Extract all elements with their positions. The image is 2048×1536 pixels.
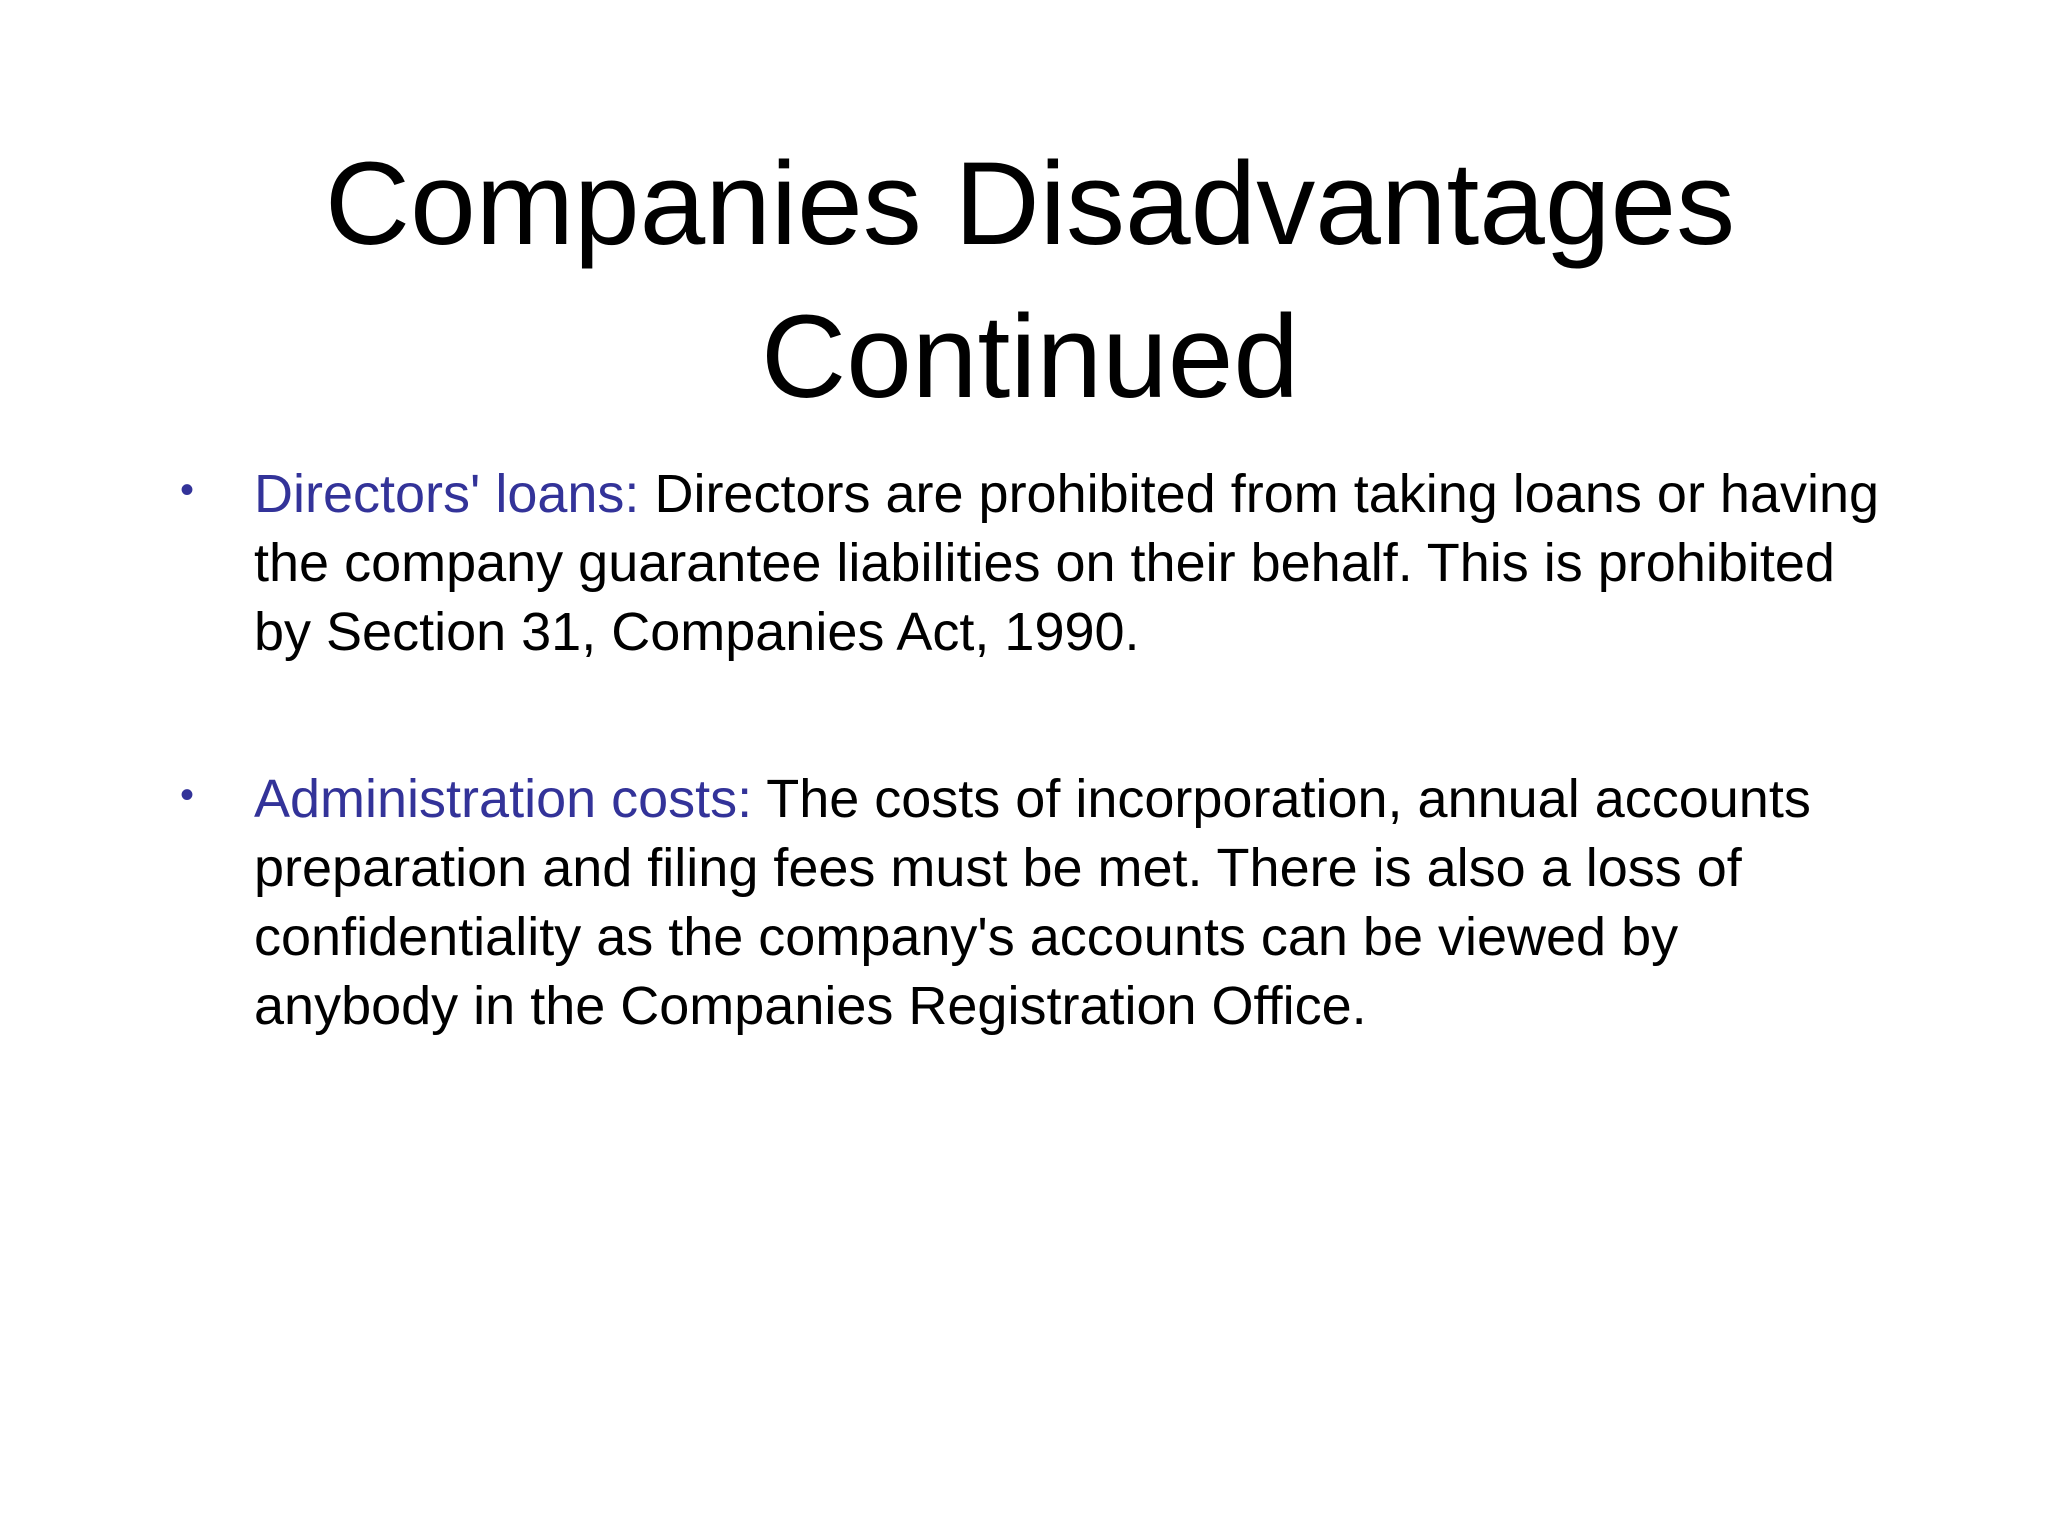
slide-title: [180, 128, 1880, 434]
slide-title-line2: Continued: [761, 291, 1299, 423]
bullet-dot-icon: •: [180, 773, 195, 817]
bullet-item-administration-costs: [170, 765, 1890, 1041]
bullet-text: Directors are prohibited from taking loans or having the company guarantee liabilities on their behalf. This is prohibited by Section 31, Companies Act, 1990.: [254, 464, 1880, 662]
slide-title-line1: Companies Disadvantages: [324, 138, 1736, 270]
bullet-list: [170, 460, 1890, 1139]
bullet-dot-icon: •: [180, 468, 195, 512]
bullet-term: Administration costs:: [254, 769, 753, 829]
bullet-term: Directors' loans:: [254, 464, 640, 524]
bullet-text: The costs of incorporation, annual accounts preparation and filing fees must be met. There is also a loss of confidentiality as the company's accounts can be viewed by anybody in the Companies Registration Office.: [254, 769, 1811, 1036]
bullet-item-directors-loans: [170, 460, 1890, 667]
